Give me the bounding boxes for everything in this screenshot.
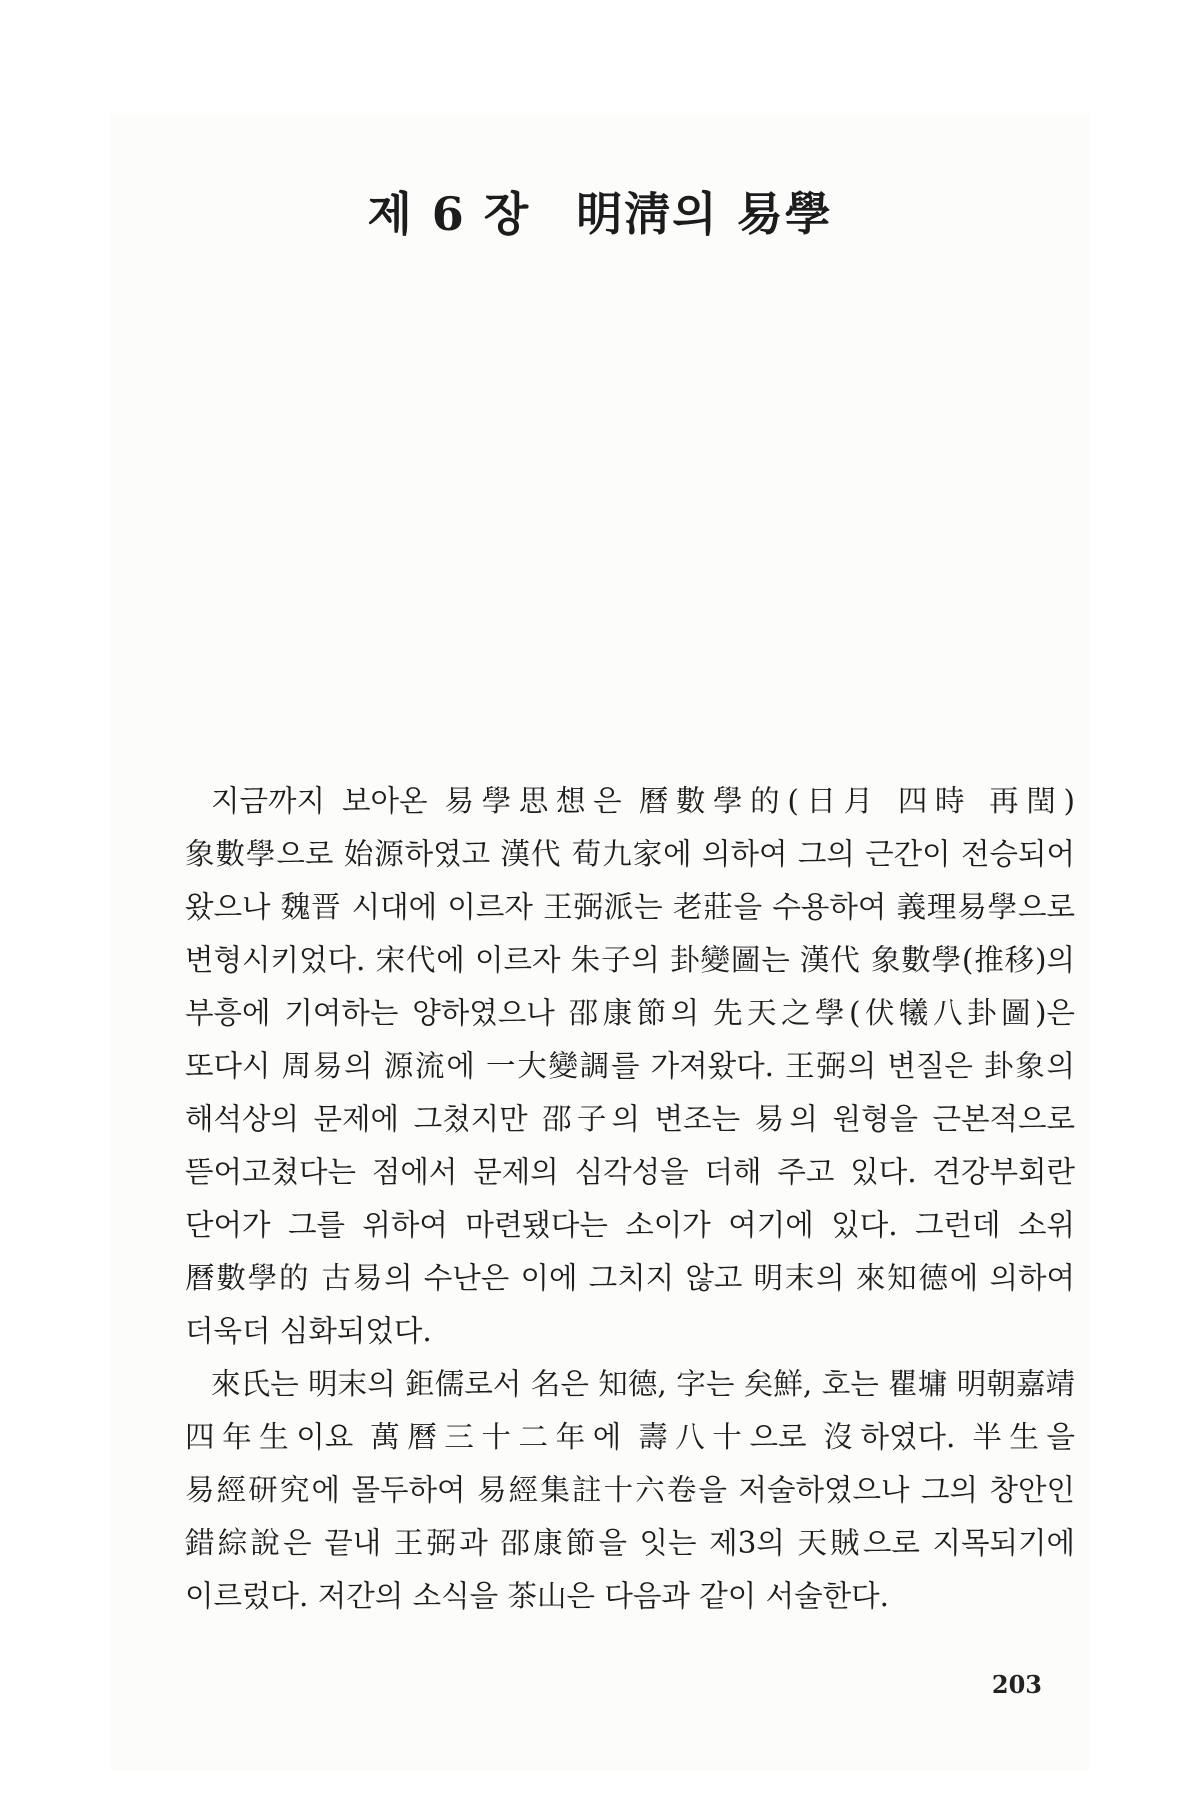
chapter-heading: 明淸의 易學 xyxy=(576,187,833,241)
paragraph-1: 지금까지 보아온 易學思想은 曆數學的(日月 四時 再閏) 象數學으로 始源하였고 漢代 荀九家에 의하여 그의 근간이 전승되어 왔으나 魏晋 시대에 이르자 王弼派는 老莊을 수용하여 義理易學으로 변형시키었다. 宋代에 이르자 朱子의 卦變圖는 漢代 象數學(推移)의 부흥에 기여하는 양하였으나 邵康節의 先天之學(伏犧八卦圖)은 또다시 周易의 源流에 一大變調를 가져왔다. 王弼의 변질은 卦象의 해석상의 문제에 그쳤지만 邵子의 변조는 易의 원형을 근본적으로 뜯어고쳤다는 점에서 문제의 심각성을 더해 주고 있다. 견강부회란 단어가 그를 위하여 마련됐다는 소이가 여기에 있다. 그런데 소위 曆數學的 古易의 수난은 이에 그치지 않고 明末의 來知德에 의하여 더욱더 심화되었다. xyxy=(185,784,1075,1348)
page-number: 203 xyxy=(991,1670,1042,1699)
chapter-label: 제 6 장 xyxy=(367,187,531,241)
chapter-title xyxy=(0,178,1200,244)
body-text xyxy=(185,775,1075,1623)
paragraph-2: 來氏는 明末의 鉅儒로서 名은 知德, 字는 矣鮮, 호는 瞿墉 明朝嘉靖 四年生이요 萬曆三十二年에 壽八十으로 沒하였다. 半生을 易經研究에 몰두하여 易經集註十六卷을 저술하였으나 그의 창안인 錯綜說은 끝내 王弼과 邵康節을 잇는 제3의 天賊으로 지목되기에 이르렀다. 저간의 소식을 茶山은 다음과 같이 서술한다. xyxy=(185,1367,1075,1613)
